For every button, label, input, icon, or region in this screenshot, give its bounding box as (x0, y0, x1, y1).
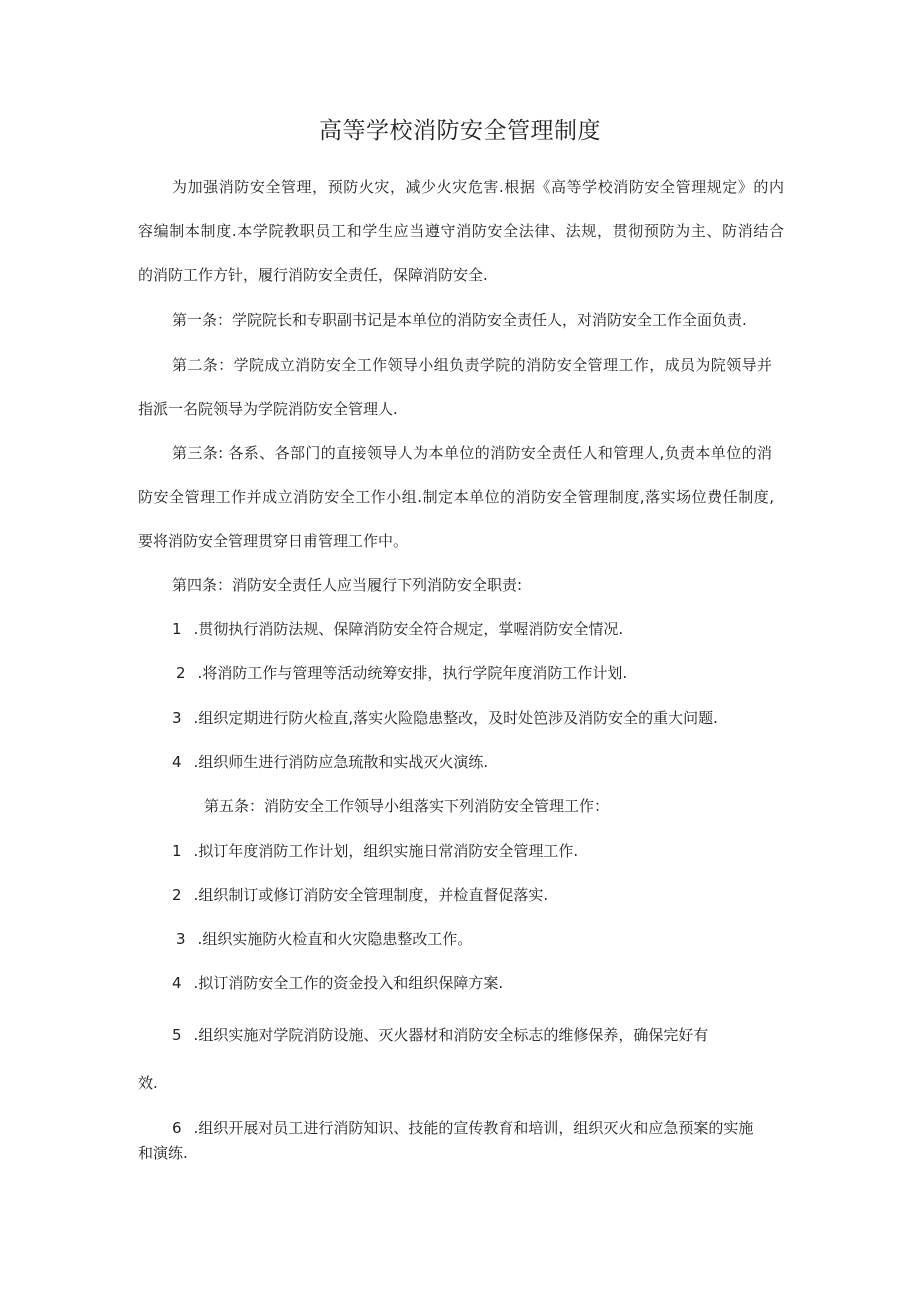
list-item-text: .组织定期进行防火检直,落实火险隐患整改，及时处笆涉及消防安全的重大问题. (193, 709, 718, 727)
list-item-text: .组织开展对员工进行消防知识、技能的宣传教育和培训，组织灭火和应急预案的实施 (193, 1119, 754, 1137)
list-item (176, 929, 472, 949)
list-item-number: 1 (172, 842, 182, 860)
list-item (172, 619, 623, 639)
list-item-text: .拟订年度消防工作计划，组织实施日常消防安全管理工作. (193, 842, 579, 860)
article-5-heading: 第五条：消防安全工作领导小组落实下列消防安全管理工作： (204, 797, 610, 815)
list-item (172, 885, 548, 905)
list-item-text: .组织师生进行消防应急琉散和实战灭火演练. (193, 753, 489, 771)
list-item (172, 1118, 753, 1138)
article-4-heading: 第四条：消防安全责任人应当履行下列消防安全职责: (172, 576, 523, 594)
list-item (172, 841, 578, 861)
list-item-number: 2 (172, 886, 182, 904)
list-item-number: 4 (172, 753, 182, 771)
intro-line: 为加强消防安全管理，预防火灾，减少火灾危害.根据《高等学校消防安全管理规定》的内 (172, 178, 784, 196)
document-title: 高等学校消防安全管理制度 (319, 118, 601, 144)
list-item-number: 3 (172, 709, 182, 727)
article-3-line: 防安全管理工作并成立消防安全工作小组.制定本单位的消防安全管理制度,落实场位费任制度, (138, 488, 774, 506)
list-item-continuation: 和演练. (138, 1144, 188, 1162)
list-item-number: 4 (172, 974, 182, 992)
intro-line: 的消防工作方针，履行消防安全责任，保障消防安全. (138, 266, 488, 284)
list-item-number: 5 (172, 1026, 182, 1044)
list-item-number: 1 (172, 620, 182, 638)
intro-line: 容编制本制度.本学院教职员工和学生应当遵守消防安全法律、法规，贯彻预防为主、防消结合 (138, 222, 784, 240)
list-item-number: 6 (172, 1119, 182, 1137)
list-item-text: .组织实施防火检直和火灾隐患整改工作。 (197, 930, 473, 948)
list-item-text: .组织实施对学院消防设施、灭火器材和消防安全标志的维修保养，确保完好有 (193, 1026, 709, 1044)
list-item-text: .拟订消防安全工作的资金投入和组织保障方案. (193, 974, 504, 992)
list-item (172, 752, 488, 772)
list-item-number: 2 (176, 664, 186, 682)
list-item-text: .将消防工作与管理等活动统筹安排，执行学院年度消防工作计划. (197, 664, 628, 682)
list-item (176, 663, 627, 683)
article-1: 第一条：学院院长和专职副书记是本单位的消防安全责任人，对消防安全工作全面负责. (172, 311, 747, 329)
list-item (172, 973, 503, 993)
list-item-continuation: 效. (138, 1074, 158, 1092)
article-3-line: 第三条: 各系、各部门的直接领导人为本单位的消防安全责任人和管理人,负责本单位的消 (172, 444, 772, 462)
article-3-line: 要将消防安全管理贯穿日甫管理工作中。 (138, 532, 409, 550)
list-item (172, 708, 718, 728)
article-2-line: 指派一名院领导为学院消防安全管理人. (138, 400, 398, 418)
list-item-text: .贯彻执行消防法规、保障消防安全符合规定，掌喔消防安全情况. (193, 620, 624, 638)
list-item-text: .组织制订或修订消防安全管理制度，并检直督促落实. (193, 886, 549, 904)
list-item-number: 3 (176, 930, 186, 948)
list-item (172, 1025, 708, 1045)
article-2-line: 第二条：学院成立消防安全工作领导小组负责学院的消防安全管理工作，成员为院领导并 (172, 356, 772, 374)
